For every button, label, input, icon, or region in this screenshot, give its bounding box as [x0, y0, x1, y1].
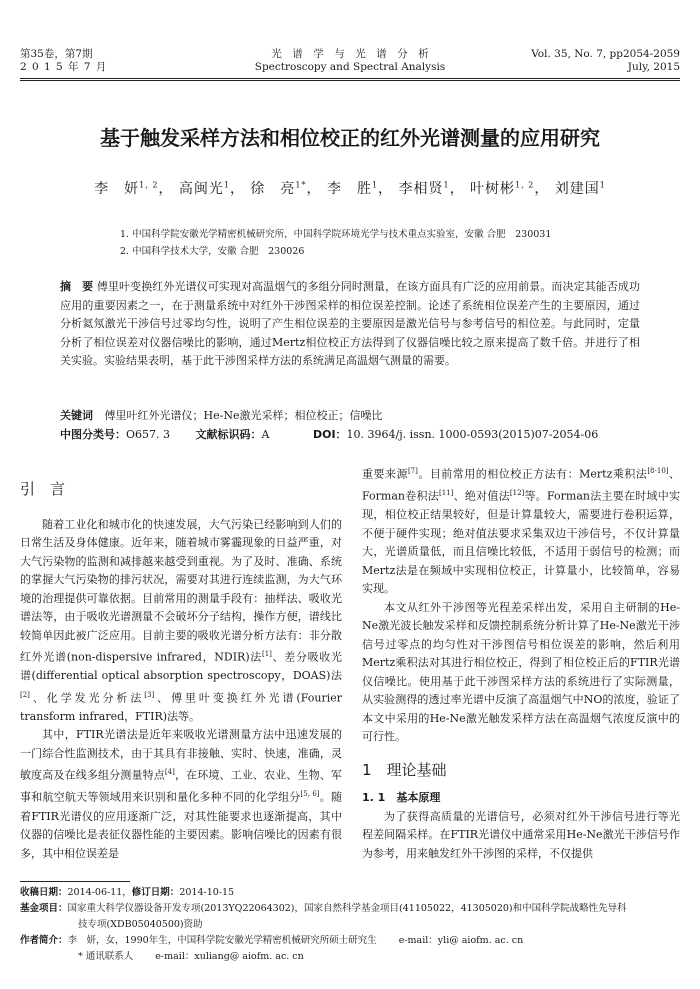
paragraph: 随着工业化和城市化的快速发展，大气污染已经影响到人们的日常生活及身体健康。近年来，随着城市雾霾现象的日益严重，对大气污染物的监测和减排越来越受到重视。为了及时、准确、系统的掌握大气污染物的排污状况，需要对其进行连续监测，为大气环境的治理提供可靠依据。目前常用的测量手段有：抽样法、吸收光谱法等，由于吸收光谱测量不会破坏分子结构，操作方便，谱线比较简单因此被广泛应用。目前主要的吸收光谱分析方法有：非分散红外光谱(non-dispersive infrared，NDIR)法[1]、差分吸收光谱(differential optical absorption spectroscopy，DOAS)法[2]、化学发光分析法[3]、傅里叶变换红外光谱(Fourier transform infrared，FTIR)法等。	[20, 517, 343, 723]
author: 高闽光$^1$	[178, 180, 230, 197]
abstract-text: 傅里叶变换红外光谱仪可实现对高温烟气的多组分同时测量，在该方面具有广泛的应用前景。而决定其能否成功应用的重要因素之一，在于测量系统中对红外干涉图采样的相位误差控制。论述了系统相位误差产生的主要原因，通过分析氦氖激光干涉信号过零均匀性，说明了产生相位误差的主要原因是激光信号与参考信号的相位差。与此同时，定量分析了相位误差对仪器信噪比的影响，通过Mertz相位校正方法得到了仪器信噪比较之原来提高了数千倍。并进行了相关实验。实验结果表明，基于此干涉图采样方法的系统满足高温烟气测量的需要。	[60, 280, 641, 367]
issue-date: 2 0 1 5 年 7 月	[20, 61, 108, 73]
right-column	[362, 462, 680, 863]
paper-title: 基于触发采样方法和相位校正的红外光谱测量的应用研究	[100, 126, 600, 150]
journal-name-en: Spectroscopy and Spectral Analysis	[254, 61, 446, 73]
keywords-label: 关键词	[60, 409, 93, 422]
abstract	[60, 278, 640, 371]
paragraph: 重要来源[7]。目前常用的相位校正方法有：Mertz乘积法[8-10]、Forman卷积法[11]、绝对值法[12]等。Forman法主要在时域中实现，相位校正结果较好，但是计算量较大，需要进行卷积运算，不便于硬件实现；绝对值法要求采集双边干涉信号，不仅计算量大，光谱质量低，而且信噪比较低，不适用于弱信号的检测；而Mertz法是在频域中实现相位校正，计算量小，比较简单，容易实现。	[362, 467, 681, 596]
clc-value: O657. 3	[126, 428, 171, 441]
journal-pages	[531, 48, 680, 74]
author-email[interactable]: e-mail：yli@ aiofm. ac. cn	[398, 935, 524, 946]
left-column	[20, 480, 342, 863]
author: 李 妍$^{1, 2}$	[94, 180, 159, 197]
keywords	[60, 407, 640, 426]
clc-label: 中图分类号：	[60, 428, 126, 441]
section-heading-intro: 引 言	[20, 480, 66, 498]
section-heading-theory: 1 理论基础	[362, 760, 447, 779]
issue-month: July, 2015	[627, 61, 680, 73]
author-list: 李 妍$^{1, 2}$， 高闽光$^1$， 徐 亮$^{1*}$， 李 胜$^1$， 李相贤$^1$， 叶树彬$^{1, 2}$， 刘建国$^1$	[94, 180, 606, 197]
author: 李相贤$^1$	[398, 180, 450, 197]
doi-label: DOI：	[312, 428, 347, 441]
paragraph: 其中，FTIR光谱法是近年来吸收光谱测量方法中迅速发展的一门综合性监测技术，由于其具有非接触、实时、快速，准确，灵敏度高及在线多组分测量特点[4]，在环境、工业、农业、生物、军事和航空航天等领域用来识别和量化多种不同的化学组分[5, 6]。随着FTIR光谱仪的应用逐渐广泛，对其性能要求也逐渐提高，其中仪器的信噪比是表征仪器性能的主要因素。影响信噪比的因素有很多，其中相位误差是	[20, 728, 343, 860]
affiliation: 2. 中国科学技术大学，安徽 合肥 230026	[120, 246, 305, 257]
affiliation: 1. 中国科学院安徽光学精密机械研究所，中国科学院环境光学与技术重点实验室，安徽 合肥 230031	[120, 229, 552, 240]
classification	[60, 426, 640, 445]
doc-code-label: 文献标识码：	[195, 428, 262, 441]
doc-code-value: A	[261, 428, 270, 441]
author: 刘建国$^1$	[554, 180, 606, 197]
journal-name-cn: 光 谱 学 与 光 谱 分 析	[271, 48, 429, 60]
subsection-heading: 1. 1 基本原理	[362, 791, 441, 805]
volume-issue: 第35卷，第7期	[20, 48, 93, 60]
author: 叶树彬$^{1, 2}$	[470, 180, 535, 197]
abstract-label: 摘 要	[60, 280, 94, 293]
volume-pages: Vol. 35, No. 7, pp2054-2059	[531, 48, 680, 60]
header-rule-2	[20, 80, 680, 81]
footnote: 收稿日期：2014-06-11，修订日期：2014-10-15 基金项目：国家重大科学仪器设备开发专项(2013YQ22064302)，国家自然科学基金项目(41105022，41305020)和中国科学院战略性先导科 技专项(XDB05040500)资助 作者简介：李 妍，女，1990年生，中国科学院安徽光学精密机械研究所硕士研究生 e-mail：yli@ aiofm. ac. cn * 通讯联系人 e-mail：xuliang@ aiofm. ac. cn	[20, 887, 627, 962]
author: 李 胜$^1$	[326, 180, 379, 197]
author: 徐 亮$^{1*}$	[250, 180, 307, 197]
corr-email[interactable]: e-mail：xuliang@ aiofm. ac. cn	[155, 951, 304, 962]
doi-value[interactable]: 10. 3964/j. issn. 1000-0593(2015)07-2054-06	[346, 428, 599, 441]
paragraph: 本文从红外干涉图等光程差采样出发，采用自主研制的He-Ne激光波长触发采样和反馈控制系统分析计算了He-Ne激光干涉信号过零点的均匀性对干涉图信号相位误差的影响，然后利用Mertz乘积法对其进行相位校正，得到了相位校正后的FTIR光谱仪信噪比。使用基于此干涉图采样方法的系统进行了实际测量，从实验测得的透过率光谱中反演了高温烟气中NO的浓度，验证了本文中采用的He-Ne激光触发采样方法在高温烟气浓度反演中的可行性。	[362, 600, 680, 744]
keywords-text: 傅里叶红外光谱仪；He-Ne激光采样；相位校正；信噪比	[104, 409, 383, 422]
header-rule	[20, 78, 680, 79]
footnote-rule	[20, 881, 130, 882]
paragraph: 为了获得高质量的光谱信号，必须对红外干涉信号进行等光程差间隔采样。在FTIR光谱仪中通常采用He-Ne激光干涉信号作为参考，用来触发红外干涉图的采样，不仅提供	[362, 809, 680, 860]
